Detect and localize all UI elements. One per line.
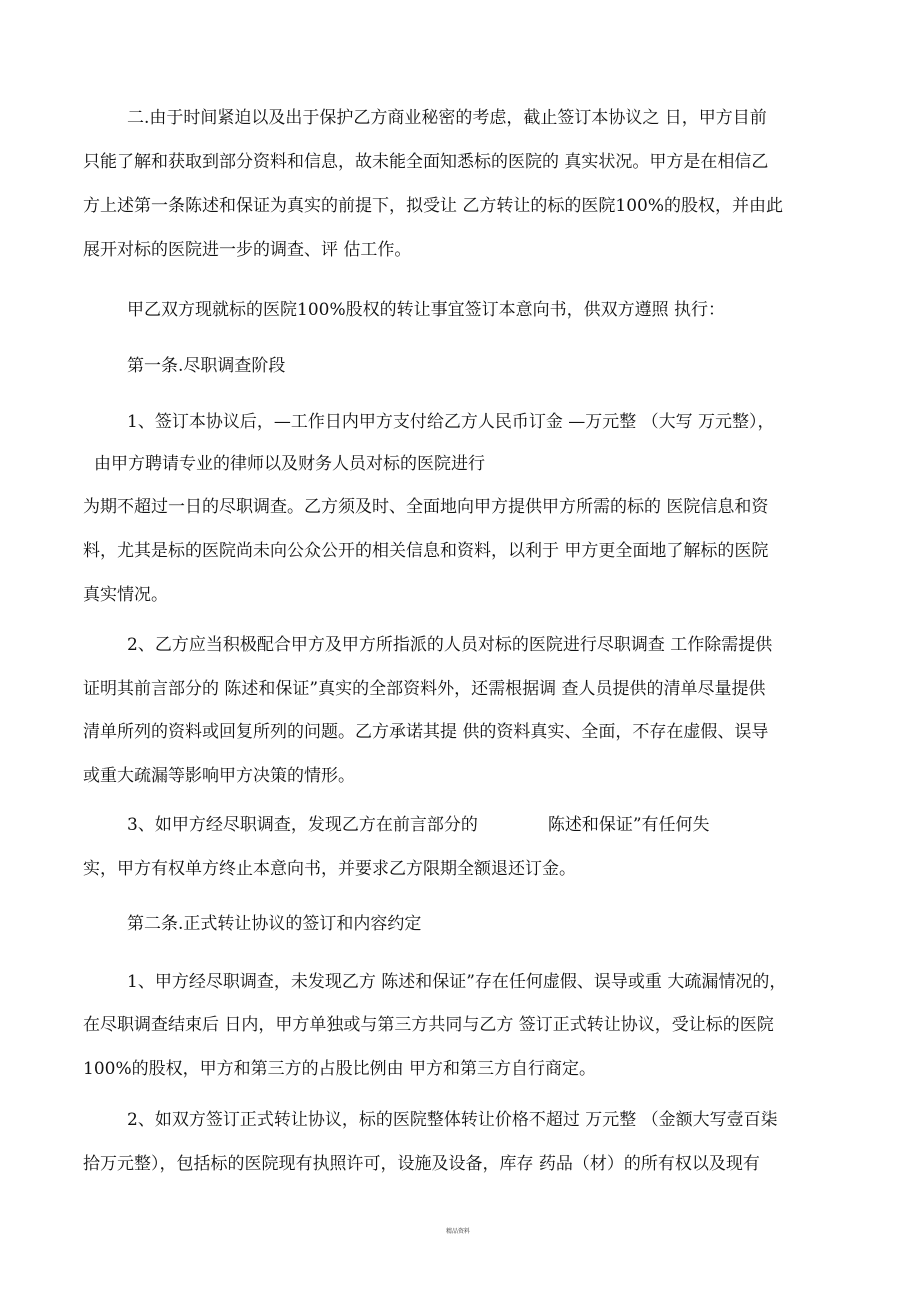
- article-heading: 第一条.尽职调查阶段: [127, 356, 286, 376]
- paragraph-line: 甲乙双方现就标的医院100%股权的转让事宜签订本意向书，供双方遵照 执行：: [127, 300, 726, 320]
- paragraph-line: 实，甲方有权单方终止本意向书，并要求乙方限期全额退还订金。: [83, 859, 576, 879]
- paragraph-line: 只能了解和获取到部分资料和信息，故未能全面知悉标的医院的 真实状况。甲方是在相信乙: [83, 152, 769, 172]
- paragraph-line: [127, 813, 710, 837]
- paragraph-line: 证明其前言部分的 陈述和保证”真实的全部资料外，还需根据调 查人员提供的清单尽量提供: [83, 679, 766, 699]
- paragraph-line: 二.由于时间紧迫以及出于保护乙方商业秘密的考虑，截止签订本协议之 日，甲方目前: [127, 108, 767, 128]
- paragraph-line: 料，尤其是标的医院尚未向公众公开的相关信息和资料，以利于 甲方更全面地了解标的医院: [83, 541, 769, 561]
- paragraph-line: 1、签订本协议后，—工作日内甲方支付给乙方人民币订金 —万元整 （大写 万元整），: [127, 412, 775, 432]
- article-heading: 第二条.正式转让协议的签订和内容约定: [127, 914, 422, 934]
- paragraph-line: 在尽职调查结束后 日内，甲方单独或与第三方共同与乙方 签订正式转让协议，受让标的医院: [83, 1015, 774, 1035]
- paragraph-line: 由甲方聘请专业的律师以及财务人员对标的医院进行: [94, 454, 485, 474]
- paragraph-line: 100%的股权，甲方和第三方的占股比例由 甲方和第三方自行商定。: [83, 1059, 597, 1079]
- paragraph-line: 或重大疏漏等影响甲方决策的情形。: [83, 766, 355, 786]
- paragraph-line: 2、乙方应当积极配合甲方及甲方所指派的人员对标的医院进行尽职调查 工作除需提供: [127, 635, 773, 655]
- page-footer: 精品资料: [446, 1228, 471, 1235]
- paragraph-line: 方上述第一条陈述和保证为真实的前提下，拟受让 乙方转让的标的医院100%的股权，并由此: [83, 196, 784, 216]
- paragraph-line: 真实情况。: [83, 585, 168, 605]
- paragraph-line: 拾万元整），包括标的医院现有执照许可，设施及设备，库存 药品（材）的所有权以及现有: [83, 1154, 760, 1174]
- paragraph-line: 1、甲方经尽职调查，未发现乙方 陈述和保证”存在任何虚假、误导或重 大疏漏情况的，: [127, 972, 787, 992]
- paragraph-line: 2、如双方签订正式转让协议，标的医院整体转让价格不超过 万元整 （金额大写壹百柒: [127, 1110, 778, 1130]
- line-segment: 陈述和保证”有任何失: [547, 815, 710, 835]
- paragraph-line: 展开对标的医院进一步的调查、评 估工作。: [83, 240, 412, 260]
- line-segment: 3、如甲方经尽职调查，发现乙方在前言部分的: [127, 815, 478, 835]
- paragraph-line: 为期不超过一日的尽职调查。乙方须及时、全面地向甲方提供甲方所需的标的 医院信息和资: [83, 497, 769, 517]
- paragraph-line: 清单所列的资料或回复所列的问题。乙方承诺其提 供的资料真实、全面，不存在虚假、误导: [83, 722, 769, 742]
